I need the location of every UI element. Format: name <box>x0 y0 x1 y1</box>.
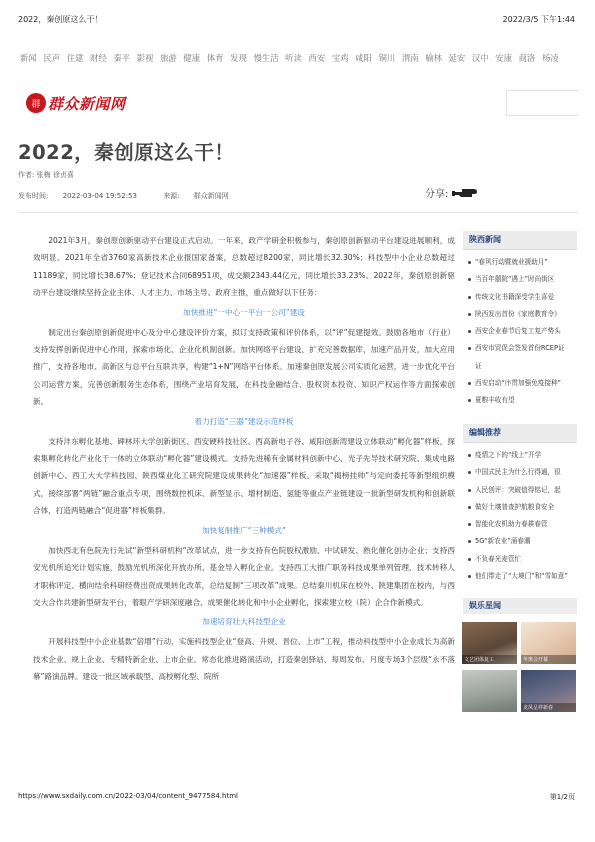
entertainment-heading: 娱乐星闻 <box>463 598 577 614</box>
byline <box>18 170 74 180</box>
nav-item[interactable]: 咸阳 <box>355 53 372 63</box>
article-paragraph: 加快西北有色院先行先试“新型科研机构”改革试点，进一步支持有色院股权激励、中试研发、熟化催化创办企业；支持西安光机所追光计划实施，鼓励光机所深化开放办所、基金导入孵化企业。支持西工大推广职务科技成果单列管理、技术转移人才职称评定、横向结余科研经费出资成果转化改革，总结复制“三项改革”成果。总结秦川机床在校外、陕建集团在校内，与西交大合作共建新型研发平台，着眼产学研深度融合、成果催化转化和中小企业孵化，探索建立校（院）企合作新模式。 <box>33 545 455 607</box>
logo-text: 群众新闻网 <box>48 94 126 113</box>
entertainment-thumbs <box>462 622 578 722</box>
nav-item[interactable]: 秦平 <box>113 53 131 63</box>
article-paragraph: 制定出台秦创原创新促进中心及分中心建设评价方案，拟订支持政策和评价体系，以“评”促建提效。鼓励各地市（行业）支持发挥创新促进中心作用，探索市场化、企业化机制创新。加快网络平台建设，扩充完善数据库，加速产品开发，加大应用推广，支持各地市、高新区与总平台互联共享，构建“1+N”网络平台体系。加速秦创原发展公司实质化运营，进一步优化平台公司运营方案，完善创新服务生态体系，围绕产业培育发展，在科技金融结合、股权资本投资、知识产权运作等方面探索创新。 <box>33 327 455 407</box>
sidebar-editor-picks <box>463 424 577 585</box>
editor-pick-item[interactable]: 他们带走了“大境门”和“雪如意” <box>463 568 577 585</box>
shaanxi-news-item[interactable]: 西安市贸促会签发首份RCEP证 <box>463 340 577 357</box>
nav-item[interactable]: 新闻 <box>20 53 37 63</box>
entertainment-thumb-1[interactable] <box>462 622 517 664</box>
shaanxi-news-heading: 陕西新闻 <box>463 231 577 250</box>
nav-item[interactable]: 延安 <box>448 53 466 63</box>
section-heading: 加快复制推广“三种模式” <box>202 525 286 535</box>
logo-emblem-icon: 群 <box>26 93 46 113</box>
article-paragraph: 2021年3月，秦创原创新驱动平台建设正式启动。一年来，政产学研金积极参与，秦创原创新驱动平台建设进展顺利，成效明显。2021年全省3760家高新技术企业报国家备案，总数超过8200家，同比增长32.30%；科技型中小企业总数超过11189家，同比增长38.67%；登记技术合同68951项，成交额2343.44亿元，同比增长33.23%。2022年，秦创原创新驱动平台建设继续坚持企业主体、人才主力、市场主导、政府主推，重点做好以下任务： <box>33 236 455 298</box>
shaanxi-news-item[interactable]: 西安启动“序贯加强免疫接种” <box>463 375 577 392</box>
article-paragraph: 支持沣东孵化基地、碑林环大学创新街区、西安硬科技社区、西高新电子谷、咸阳创新湾建设立体联动“孵化器”样板，探索集孵化转化产业化于一体的立体联动“孵化器”建设模式。支持先进稀有金属材料创新中心、光子先导技术研究院、集成电路创新中心、西工大大学科技园、陕西煤业化工研究院建设成果转化“加速器”样板。采取“揭榜挂帅”与定向委托等新型组织模式，接续部署“两链”融合重点专项，围绕数控机床、新型显示、增材制造、氢能等重点产业链建设一批新型研发机构和创新联合体，打造两链融合“促进器”样板集群。 <box>33 436 455 516</box>
editor-pick-item[interactable]: 智能化农机助力春耕春管 <box>463 516 577 533</box>
authors: 张梅 徐贞喜 <box>36 171 74 179</box>
nav-item[interactable]: 慢生活 <box>253 53 279 63</box>
share-hand-icon[interactable] <box>452 186 478 200</box>
source-name: 群众新闻网 <box>193 192 229 200</box>
editor-pick-item[interactable]: 不负春光麦管忙 <box>463 551 577 568</box>
nav-item[interactable]: 影视 <box>136 53 154 63</box>
source-label: 来源: <box>163 192 180 200</box>
site-logo[interactable] <box>26 92 126 114</box>
editor-pick-item[interactable]: 做好土壤普查护航粮食安全 <box>463 499 577 516</box>
editor-picks-heading: 编辑推荐 <box>463 424 577 443</box>
nav-item[interactable]: 商洛 <box>518 53 536 63</box>
section-heading: 着力打造“三器”建设示范样板 <box>194 416 294 426</box>
editor-picks-list <box>463 443 577 585</box>
shaanxi-news-item[interactable]: 夏粮丰收有望 <box>463 392 577 409</box>
nav-item[interactable]: 安康 <box>495 53 512 63</box>
editor-pick-item[interactable]: 疫情之下的“线上”开学 <box>463 447 577 464</box>
editor-pick-item[interactable]: 5G“新农业”涌春潮 <box>463 533 577 550</box>
nav-item[interactable]: 听读 <box>285 53 302 63</box>
published-time: 2022-03-04 19:52:53 <box>62 192 137 200</box>
shaanxi-news-list <box>463 250 577 410</box>
nav-item[interactable]: 旅游 <box>160 53 177 63</box>
nav-item[interactable]: 榆林 <box>425 53 442 63</box>
shaanxi-news-item[interactable]: 证 <box>475 361 482 370</box>
print-header-datetime: 2022/3/5 下午1:44 <box>502 15 575 24</box>
print-footer-page: 第1/2页 <box>549 793 575 801</box>
entertainment-thumb-4[interactable] <box>521 670 576 712</box>
section-heading: 加速培育壮大科技型企业 <box>202 617 286 627</box>
nav-item[interactable]: 住建 <box>66 53 84 63</box>
article-meta <box>18 191 253 201</box>
top-nav <box>20 52 585 66</box>
nav-item[interactable]: 发现 <box>230 53 247 63</box>
nav-item[interactable]: 西安 <box>308 53 326 63</box>
editor-pick-item[interactable]: 人民创评：突破值得铭记，起 <box>463 482 577 499</box>
print-footer-url: https://www.sxdaily.com.cn/2022-03/04/content_9477584.html <box>18 792 238 800</box>
published-label: 发布时间: <box>18 192 49 200</box>
sidebar-shaanxi-news <box>463 231 577 410</box>
article-body <box>33 232 455 686</box>
shaanxi-news-item[interactable]: 西安企业春节后复工复产势头 <box>463 323 577 340</box>
share-area[interactable] <box>425 185 478 200</box>
article-paragraph: 开展科技型中小企业基数“倍增”行动，实施科技型企业“登高、升规、晋位、上市”工程，推动科技型中小企业成长为高新技术企业、规上企业、专精特新企业、上市企业。常态化推进路演活动，打造秦创驿站、每周发布、月度专场3个层级“永不落幕”路演品牌。建设一批区域承载型、高校孵化型、院所 <box>33 637 455 682</box>
authors-label: 作者: <box>18 171 35 179</box>
shaanxi-news-item[interactable]: “春风行动暨就业援助月” <box>463 254 577 271</box>
thumb-caption-2: 冬奥会开幕 <box>521 655 576 664</box>
article-title: 2022，秦创原这么干！ <box>18 141 235 164</box>
nav-item[interactable]: 汉中 <box>471 53 489 63</box>
nav-item[interactable]: 民声 <box>43 53 61 63</box>
shaanxi-news-item[interactable]: 当百年囍院“遇上”时尚街区 <box>463 271 577 288</box>
entertainment-thumb-3[interactable] <box>462 670 517 712</box>
editor-pick-item[interactable]: 中国式民主为什么行得通，很 <box>463 464 577 481</box>
shaanxi-news-item[interactable]: 陕西发出首份《家庭教育令》 <box>463 306 577 323</box>
thumb-caption-4: 龙凤呈祥新春 <box>521 703 576 712</box>
thumb-caption-1: 文艺团体复工 <box>462 655 517 664</box>
shaanxi-news-item[interactable]: 传统文化书籍深受学生喜爱 <box>463 289 577 306</box>
nav-item[interactable]: 体育 <box>206 53 224 63</box>
share-label: 分享: <box>425 189 449 200</box>
nav-item[interactable]: 宝鸡 <box>331 53 349 63</box>
nav-item[interactable]: 渭南 <box>401 53 419 63</box>
nav-item[interactable]: 杨凌 <box>541 53 559 63</box>
print-header-title: 2022，秦创原这么干！ <box>18 15 103 24</box>
header-divider <box>18 212 578 213</box>
nav-item[interactable]: 铜川 <box>378 53 396 63</box>
section-heading: 加快推进“一中心一平台一公司”建设 <box>183 307 305 317</box>
entertainment-thumb-2[interactable] <box>521 622 576 664</box>
nav-item[interactable]: 财经 <box>90 53 107 63</box>
nav-item[interactable]: 健康 <box>183 53 201 63</box>
search-input[interactable] <box>506 90 579 116</box>
